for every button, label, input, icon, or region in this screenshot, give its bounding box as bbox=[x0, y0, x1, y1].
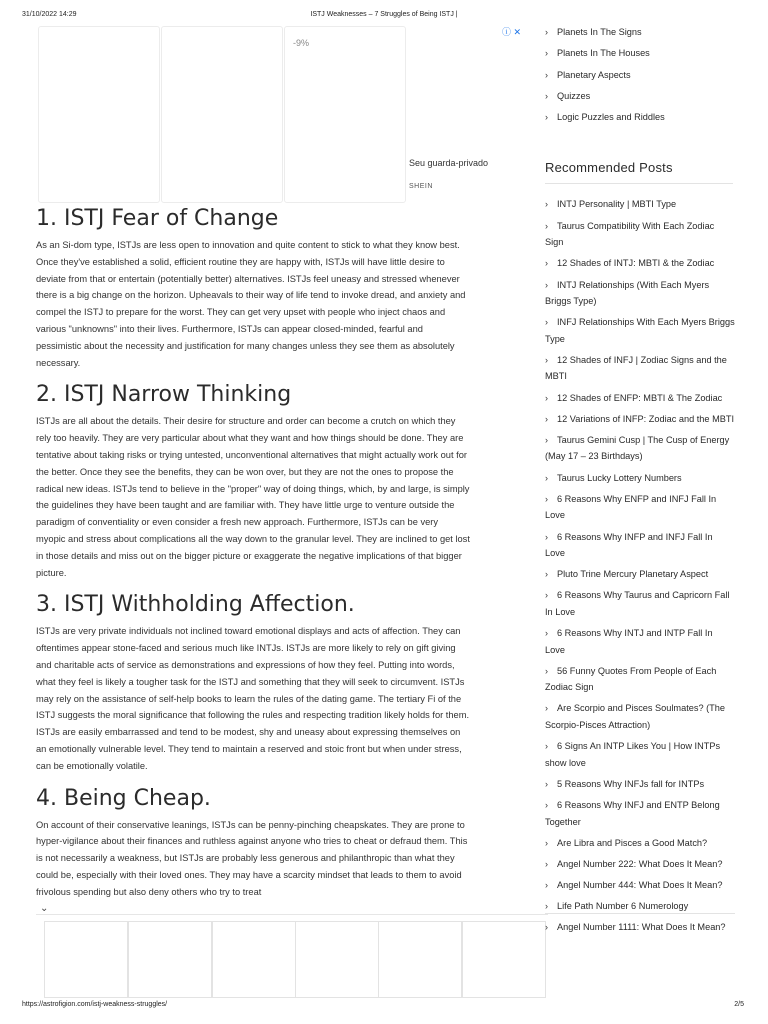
chevron-right-icon: › bbox=[545, 590, 548, 601]
section-paragraph: On account of their conservative leanings, ISTJs can be penny-pinching cheapskates. They are prone to hyper-vigilance about their finances and ruthless against anyone who tries to cheat or defraud them. This is not necessarily a weakness, but ISTJs are probably less generous and philanthropic than what they could be, especially with their loved ones. They may have a scarcity mindset that leads to them to avoid frivolous spending but also deny others who try to treat bbox=[36, 819, 468, 897]
chevron-down-icon[interactable]: ⌄ bbox=[40, 903, 49, 914]
sidebar-link[interactable] bbox=[533, 109, 735, 130]
ad-title[interactable]: Seu guarda-privado bbox=[409, 158, 489, 168]
sidebar-link[interactable] bbox=[533, 856, 735, 873]
sidebar-link-label: 12 Variations of INFP: Zodiac and the MBTI bbox=[557, 413, 735, 424]
section-heading: 2. ISTJ Narrow Thinking bbox=[36, 382, 292, 408]
recommended-posts-title: Recommended Posts bbox=[545, 160, 673, 176]
chevron-right-icon: › bbox=[545, 317, 548, 328]
chevron-right-icon: › bbox=[545, 413, 548, 424]
ad-product-card[interactable] bbox=[38, 26, 160, 203]
print-title: ISTJ Weaknesses – 7 Struggles of Being ISTJ | bbox=[310, 11, 458, 18]
print-date: 31/10/2022 14:29 bbox=[22, 11, 77, 18]
ad-choices-close-icon[interactable]: ⓘ ✕ bbox=[502, 27, 522, 37]
sidebar-link-label: 12 Shades of ENFP: MBTI & The Zodiac bbox=[557, 392, 723, 403]
chevron-right-icon: › bbox=[545, 569, 548, 580]
ad-product-card[interactable] bbox=[284, 26, 406, 203]
sidebar-link[interactable] bbox=[533, 835, 735, 852]
sidebar-link[interactable] bbox=[533, 352, 735, 385]
section-paragraph: ISTJs are very private individuals not inclined toward emotional displays and acts of affection. They can oftentimes appear stone-faced and serious much like INTJs. ISTJs are more likely to rely on gift giving and charitable acts of service as demonstrations and expressions of how they feel. Putting into words, what they feel is likely a tougher task for the ISTJ and something that they will seek to circumvent. ISTJs may rely on the assistance of self-help books to learn the rules of the dating game. The tertiary Fi of the ISTJ suggests the moral significance that following the rules and respecting tradition likely holds for them. ISTJs are easily embarrassed and tend to be modest, shy and uneasy about expressing themselves on an emotionally vulnerable level. They tend to maintain a reserved and stoic front but when under stress, can be emotionally volatile. bbox=[36, 626, 470, 771]
sidebar-link-label: 6 Signs An INTP Likes You | How INTPs show love bbox=[545, 741, 721, 768]
sidebar-link-label: 6 Reasons Why Taurus and Capricorn Fall In Love bbox=[545, 590, 730, 617]
chevron-right-icon: › bbox=[545, 48, 548, 59]
chevron-right-icon: › bbox=[545, 279, 548, 290]
print-page-number: 2/5 bbox=[734, 1001, 744, 1008]
sidebar-link-label: Pluto Trine Mercury Planetary Aspect bbox=[557, 569, 709, 580]
sidebar-link[interactable] bbox=[533, 277, 735, 310]
chevron-right-icon: › bbox=[545, 665, 548, 676]
sidebar-link-label: 6 Reasons Why ENFP and INFJ Fall In Love bbox=[545, 493, 717, 521]
sidebar-link[interactable] bbox=[533, 45, 735, 66]
sidebar-link-label: 12 Shades of INFJ | Zodiac Signs and the MBTI bbox=[545, 354, 727, 382]
sidebar-link[interactable] bbox=[533, 411, 735, 428]
chevron-right-icon: › bbox=[545, 90, 548, 101]
sidebar-link-label: Planetary Aspects bbox=[557, 69, 631, 80]
sidebar-link-label: Life Path Number 6 Numerology bbox=[557, 901, 689, 912]
chevron-right-icon: › bbox=[545, 858, 548, 869]
chevron-right-icon: › bbox=[545, 493, 548, 504]
sidebar-link[interactable] bbox=[533, 587, 735, 620]
sidebar-link[interactable] bbox=[533, 432, 735, 465]
top-ad-banner[interactable] bbox=[36, 23, 522, 204]
chevron-right-icon: › bbox=[545, 628, 548, 639]
print-url: https://astrofigion.com/istj-weakness-struggles/ bbox=[22, 1001, 168, 1008]
article-body bbox=[36, 205, 470, 911]
sidebar bbox=[545, 24, 735, 941]
sidebar-link[interactable] bbox=[533, 470, 735, 487]
sidebar-link-label: Planets In The Signs bbox=[557, 27, 642, 37]
bottom-ad-strip[interactable] bbox=[36, 914, 548, 1000]
ad-slot[interactable] bbox=[378, 921, 462, 998]
sidebar-link-label: 56 Funny Quotes From People of Each Zodiac Sign bbox=[545, 665, 717, 693]
chevron-right-icon: › bbox=[545, 837, 548, 848]
sidebar-link[interactable] bbox=[533, 663, 735, 696]
section-paragraph: ISTJs are all about the details. Their desire for structure and order can become a crutch on which they rely too heavily. They are very particular about what they want and how things should be done. They are tentative about taking risks or trying untested, unconventional alternatives that might actually work out for the better. Once they see the benefits, they can be won over, but they are not the ones to propose the radical new ideas. ISTJs tend to believe in the "proper" way of doing things, which, by and large, is simply the guidelines they have been taught and are familiar with. They have little urge to venture outside the paradigm of conventiality or even consider a fresh new approach. Furthermore, ISTJs can be very myopic and stress about complications all the way down to the granular level. They are inclined to get lost in those details and miss out on the bigger picture or exaggerate the negative implications of that bigger picture. bbox=[36, 416, 470, 578]
ad-discount-label: -9% bbox=[293, 38, 310, 48]
sidebar-link[interactable] bbox=[533, 88, 735, 109]
chevron-right-icon: › bbox=[545, 220, 548, 231]
sidebar-link[interactable] bbox=[533, 218, 735, 251]
sidebar-link-label: INTJ Relationships (With Each Myers Briggs Type) bbox=[545, 279, 710, 307]
print-footer bbox=[0, 1001, 768, 1013]
sidebar-link-label: Taurus Compatibility With Each Zodiac Sign bbox=[545, 220, 715, 248]
chevron-right-icon: › bbox=[545, 392, 548, 403]
section-paragraph: As an Si-dom type, ISTJs are less open to innovation and quite content to stick to what they know best. Once they've established a solid, efficient routine they are happy with, ISTJs will have little desire to deviate from that or entertain (potentially better) alternatives. ISTJs feel uneasy and stressed whenever there is a big change on the horizon. Upheavals to their way of life tend to invoke dread, and anxiety and compel the ISTJ to prepare for the worst. They can get very upset with people who inject chaos and various "unknowns" into their lives. Furthermore, ISTJs can appear closed-minded, fearful and pessimistic about the necessity and justification for many changes unless they see them as absolutely necessary. bbox=[36, 240, 466, 368]
ad-product-card[interactable] bbox=[161, 26, 283, 203]
sidebar-link[interactable] bbox=[533, 919, 735, 936]
recommended-posts-list bbox=[545, 196, 735, 936]
chevron-right-icon: › bbox=[545, 69, 548, 80]
sidebar-link-label: Angel Number 222: What Does It Mean? bbox=[557, 858, 723, 869]
sidebar-link-label: Are Scorpio and Pisces Soulmates? (The Scorpio-Pisces Attraction) bbox=[545, 703, 726, 730]
chevron-right-icon: › bbox=[545, 434, 548, 445]
ad-slot[interactable] bbox=[128, 921, 212, 998]
sidebar-link-label: 6 Reasons Why INFP and INFJ Fall In Love bbox=[545, 531, 713, 559]
sidebar-link-label: Are Libra and Pisces a Good Match? bbox=[557, 837, 708, 848]
chevron-right-icon: › bbox=[545, 258, 548, 269]
sidebar-link[interactable] bbox=[533, 700, 735, 733]
print-header bbox=[0, 11, 768, 23]
sidebar-link-label: Taurus Gemini Cusp | The Cusp of Energy (May 17 – 23 Birthdays) bbox=[545, 434, 730, 462]
ad-brand: SHEIN bbox=[409, 183, 433, 190]
sidebar-link[interactable] bbox=[533, 491, 735, 524]
chevron-right-icon: › bbox=[545, 531, 548, 542]
sidebar-link[interactable] bbox=[533, 797, 735, 830]
sidebar-link-label: Angel Number 444: What Does It Mean? bbox=[557, 880, 723, 891]
sidebar-link[interactable] bbox=[533, 738, 735, 771]
chevron-right-icon: › bbox=[545, 199, 548, 210]
sidebar-link-label: Logic Puzzles and Riddles bbox=[557, 112, 665, 123]
sidebar-link[interactable] bbox=[533, 776, 735, 793]
sidebar-link[interactable] bbox=[533, 314, 735, 347]
sidebar-link-label: 6 Reasons Why INTJ and INTP Fall In Love bbox=[545, 628, 713, 655]
sidebar-link[interactable] bbox=[533, 877, 735, 894]
sidebar-link[interactable] bbox=[533, 566, 735, 583]
divider bbox=[545, 183, 733, 184]
sidebar-link-label: Quizzes bbox=[557, 90, 591, 101]
chevron-right-icon: › bbox=[545, 703, 548, 714]
sidebar-link[interactable] bbox=[533, 529, 735, 562]
sidebar-link-label: 5 Reasons Why INFJs fall for INTPs bbox=[557, 778, 705, 789]
chevron-right-icon: › bbox=[545, 901, 548, 912]
sidebar-link[interactable] bbox=[533, 24, 735, 45]
chevron-right-icon: › bbox=[545, 27, 548, 37]
chevron-right-icon: › bbox=[545, 741, 548, 752]
sidebar-link-label: Planets In The Houses bbox=[557, 48, 650, 59]
sidebar-link-label: INTJ Personality | MBTI Type bbox=[557, 199, 677, 210]
category-list bbox=[545, 24, 735, 130]
sidebar-link[interactable] bbox=[533, 625, 735, 658]
sidebar-link[interactable] bbox=[533, 390, 735, 407]
section-heading: 4. Being Cheap. bbox=[36, 785, 211, 811]
ad-slot[interactable] bbox=[44, 921, 128, 998]
ad-slot[interactable] bbox=[212, 921, 296, 998]
chevron-right-icon: › bbox=[545, 922, 548, 933]
chevron-right-icon: › bbox=[545, 880, 548, 891]
divider bbox=[545, 913, 735, 914]
chevron-right-icon: › bbox=[545, 800, 548, 811]
sidebar-link-label: Taurus Lucky Lottery Numbers bbox=[557, 472, 682, 483]
sidebar-link[interactable] bbox=[533, 196, 735, 213]
sidebar-link-label: Angel Number 1111: What Does It Mean? bbox=[557, 922, 726, 933]
sidebar-link-label: INFJ Relationships With Each Myers Briggs Type bbox=[545, 317, 735, 344]
chevron-right-icon: › bbox=[545, 472, 548, 483]
chevron-right-icon: › bbox=[545, 778, 548, 789]
sidebar-link[interactable] bbox=[533, 67, 735, 88]
chevron-right-icon: › bbox=[545, 112, 548, 123]
chevron-right-icon: › bbox=[545, 354, 548, 365]
section-heading: 3. ISTJ Withholding Affection. bbox=[36, 592, 355, 618]
sidebar-link[interactable] bbox=[533, 255, 735, 272]
section-heading: 1. ISTJ Fear of Change bbox=[36, 206, 279, 231]
sidebar-link-label: 6 Reasons Why INFJ and ENTP Belong Together bbox=[545, 800, 720, 827]
ad-slot[interactable] bbox=[295, 921, 379, 998]
sidebar-link-label: 12 Shades of INTJ: MBTI & the Zodiac bbox=[557, 258, 715, 269]
